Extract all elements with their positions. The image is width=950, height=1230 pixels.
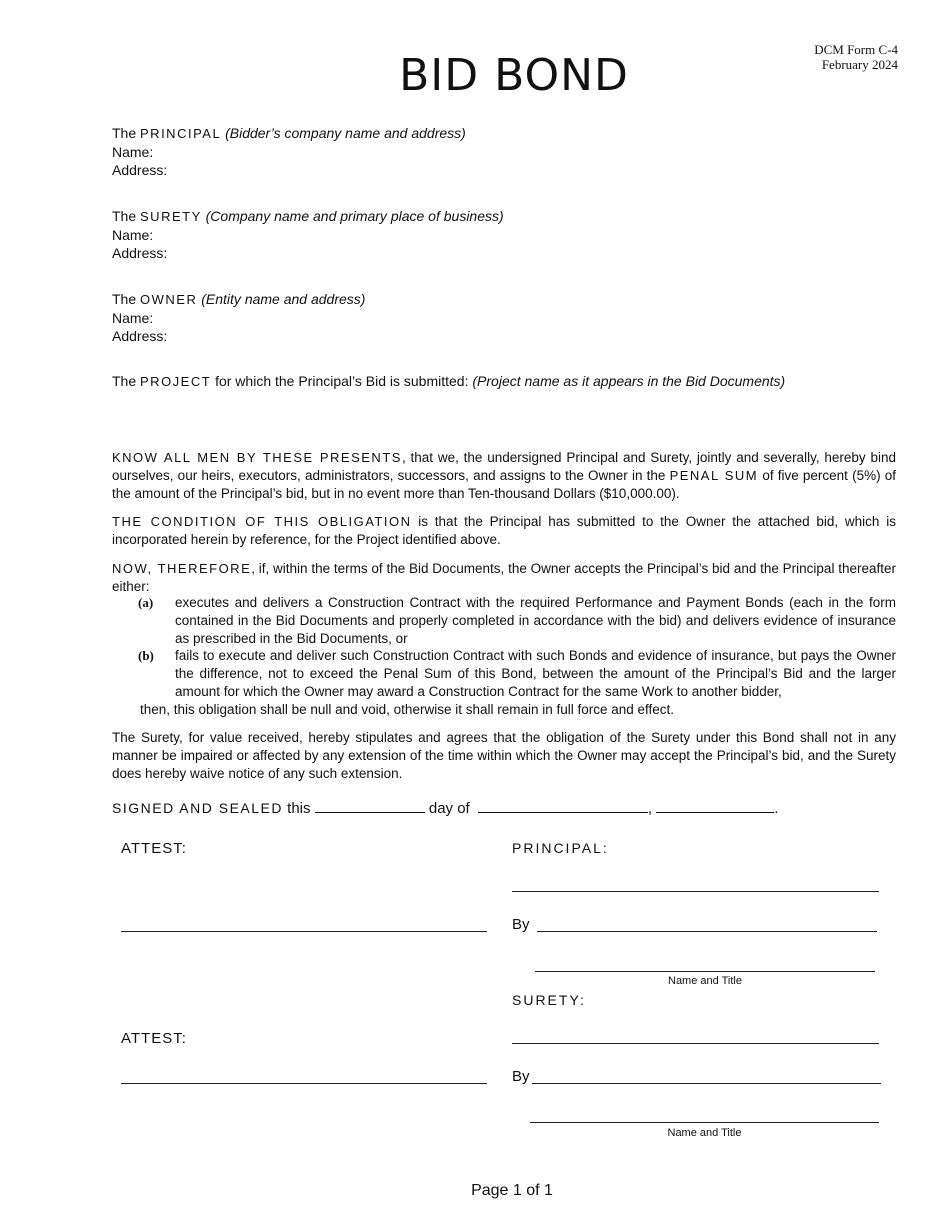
document-title: BID BOND (399, 50, 629, 101)
principal-by-label: By (512, 916, 530, 933)
item-b-label: (b) (138, 648, 154, 663)
principal-signature-line[interactable] (512, 890, 879, 892)
condition-caps: THE CONDITION OF THIS OBLIGATION (112, 514, 412, 529)
condition-text: is that the Principal has submitted to the Owner the attached bid, which is incorporated herein by reference, for the Project identified above. (112, 514, 896, 547)
item-a-label: (a) (138, 595, 154, 610)
form-code: DCM Form C-4 (814, 42, 898, 57)
principal-hint: (Bidder’s company name and address) (225, 125, 466, 141)
day-blank[interactable] (315, 798, 425, 813)
know-all-men-paragraph (112, 449, 896, 503)
therefore-text: , if, within the terms of the Bid Documents, the Owner accepts the Principal’s bid and the Principal thereafter either: (112, 561, 897, 594)
attest-signature-line-principal[interactable] (121, 930, 487, 932)
condition-paragraph (112, 513, 896, 549)
know-caps: KNOW ALL MEN BY THESE PRESENTS (112, 450, 402, 465)
project-prefix: The (112, 373, 137, 389)
surety-section (112, 207, 896, 262)
signed-comma: , (647, 800, 653, 817)
principal-label: PRINCIPAL (140, 126, 222, 141)
attest-signature-line-surety[interactable] (121, 1082, 487, 1084)
surety-by-label: By (512, 1068, 530, 1085)
project-label: PROJECT (140, 374, 212, 389)
condition-item-a (138, 594, 896, 648)
project-section (112, 372, 896, 391)
surety-name-title-line[interactable] (530, 1121, 879, 1123)
form-date: February 2024 (821, 57, 898, 72)
signed-day-of: day of (428, 800, 470, 817)
principal-prefix: The (112, 125, 137, 141)
principal-signature-label: PRINCIPAL: (512, 840, 609, 856)
signed-sealed-line (112, 798, 896, 819)
owner-prefix: The (112, 291, 137, 307)
penal-text: of five percent (5%) of the amount of the Principal’s bid, but in no event more than Ten-thousand Dollars ($10,000.00). (112, 468, 897, 501)
surety-name-label: Name: (112, 227, 154, 243)
know-text: , that we, the undersigned Principal and Surety, jointly and severally, hereby bind ourselves, our heirs, executors, administrators, successors, and assigns to the Owner in the (112, 450, 897, 483)
surety-label: SURETY (140, 209, 202, 224)
therefore-caps: NOW, THEREFORE (112, 561, 252, 576)
therefore-paragraph (112, 560, 896, 596)
surety-prefix: The (112, 208, 137, 224)
owner-section (112, 290, 896, 345)
item-a-text: executes and delivers a Construction Contract with the required Performance and Payment Bonds (each in the form contained in the Bid Documents and properly completed in accordance with the bid) and delivers evidence of insurance as prescribed in the Bid Documents, or (175, 595, 896, 646)
owner-label: OWNER (140, 292, 198, 307)
principal-address-label: Address: (112, 162, 168, 178)
year-blank[interactable] (656, 798, 774, 813)
surety-by-line[interactable] (532, 1082, 881, 1084)
project-hint: (Project name as it appears in the Bid Documents) (472, 373, 786, 389)
principal-name-label: Name: (112, 144, 154, 160)
principal-name-title-label: Name and Title (668, 975, 742, 987)
condition-item-b (138, 647, 896, 701)
month-blank[interactable] (478, 798, 648, 813)
owner-name-label: Name: (112, 310, 154, 326)
owner-hint: (Entity name and address) (201, 291, 366, 307)
project-text: for which the Principal’s Bid is submitted: (215, 373, 469, 389)
principal-by-line[interactable] (537, 930, 877, 932)
surety-signature-line[interactable] (512, 1042, 879, 1044)
surety-address-label: Address: (112, 245, 168, 261)
surety-hint: (Company name and primary place of business) (205, 208, 504, 224)
surety-name-title-label: Name and Title (667, 1127, 742, 1139)
signed-this: this (287, 800, 311, 817)
owner-address-label: Address: (112, 328, 168, 344)
penal-caps: PENAL SUM (669, 468, 759, 483)
surety-waiver-paragraph: The Surety, for value received, hereby stipulates and agrees that the obligation of the Surety under this Bond shall not in any manner be impaired or affected by any extension of the time within which the Owner may accept the Principal’s bid, and the Surety does hereby waive notice of any such extension. (112, 730, 896, 781)
signed-caps: SIGNED AND SEALED (112, 800, 283, 816)
surety-signature-label: SURETY: (512, 992, 586, 1008)
page-number: Page 1 of 1 (471, 1182, 553, 1199)
then-clause: then, this obligation shall be null and void, otherwise it shall remain in full force and effect. (140, 702, 675, 717)
item-b-text: fails to execute and deliver such Construction Contract with such Bonds and evidence of insurance, but pays the Owner the difference, not to exceed the Penal Sum of this Bond, between the amount of the Principal’s Bid and the larger amount for which the Owner may award a Construction Contract for the same Work to another bidder, (175, 648, 896, 699)
signed-period: . (774, 800, 779, 817)
attest-label-principal: ATTEST: (121, 840, 187, 857)
principal-section (112, 124, 896, 179)
principal-name-title-line[interactable] (535, 970, 875, 972)
attest-label-surety: ATTEST: (121, 1030, 187, 1047)
